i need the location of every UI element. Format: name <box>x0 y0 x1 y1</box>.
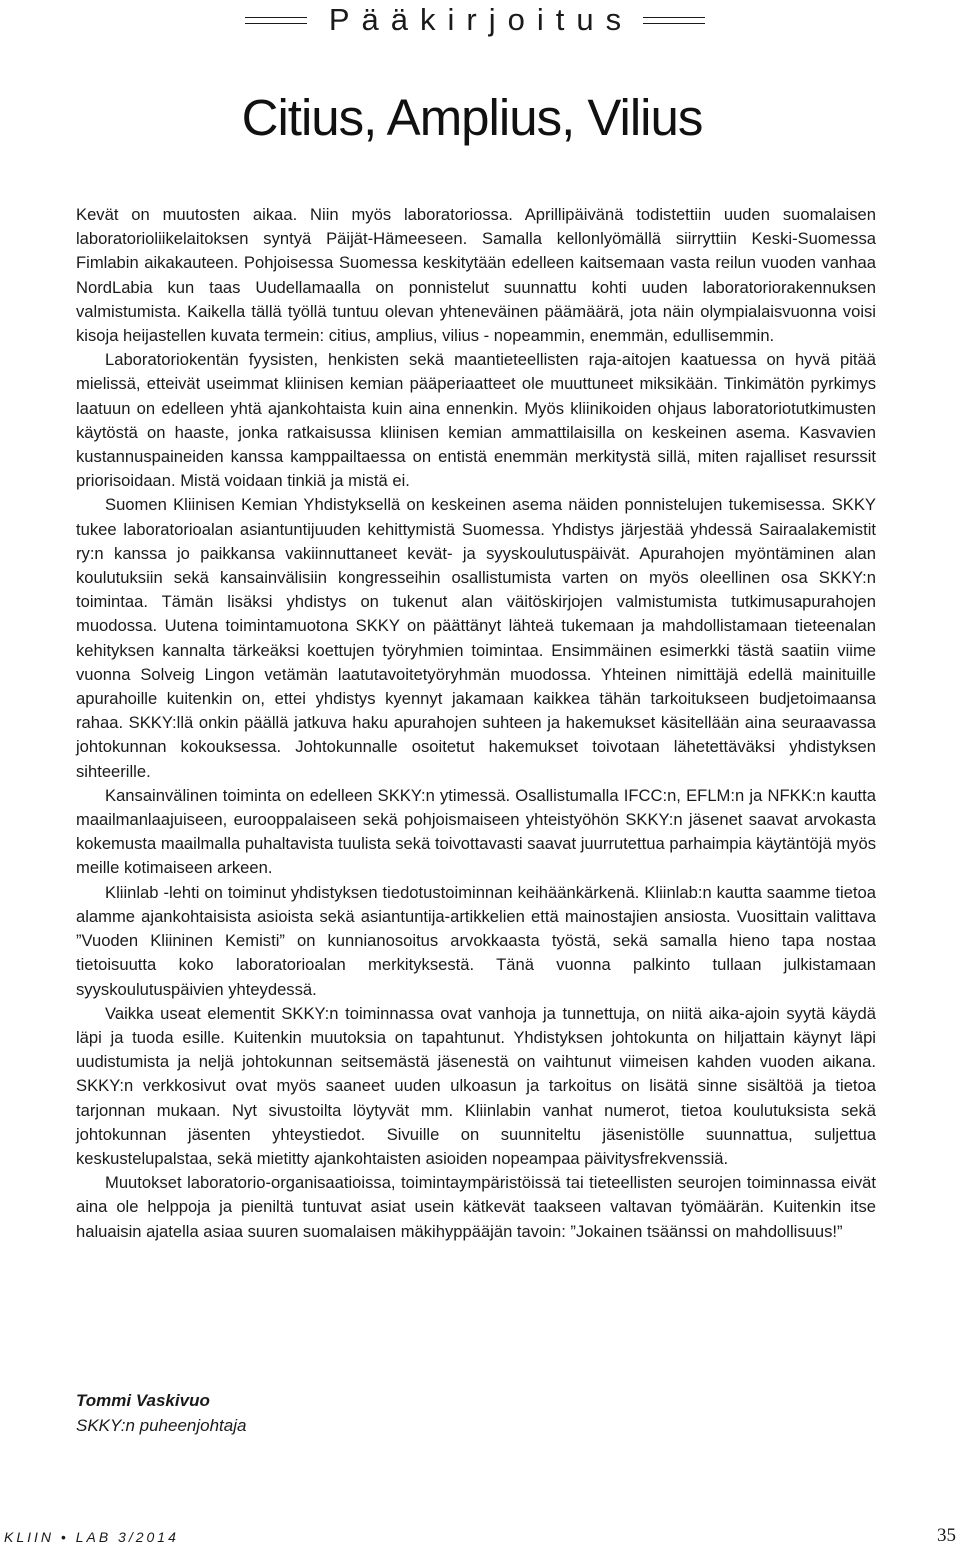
signature <box>76 1388 246 1438</box>
paragraph: Suomen Kliinisen Kemian Yhdistyksellä on keskeinen asema näiden ponnistelujen tukemisessa. SKKY tukee laboratorioalan asiantuntijuuden kehittymistä Suomessa. Yhdistys järjestää yhdessä Sairaalakemistit ry:n kanssa jo paikkansa vakiinnuttaneet kevät- ja syyskoulutuspäivät. Apurahojen myöntäminen alan koulutuksiin sekä kansainvälisiin kongresseihin osallistumista varten on myös oleellinen osa SKKY:n toimintaa. Tämän lisäksi yhdistys on tukenut alan väitöskirjojen valmistumista tutkimusapurahojen muodossa. Uutena toimintamuotona SKKY on päättänyt lähteä tukemaan ja mahdollistamaan tieteenalan kehityksen kannalta tärkeäksi koettujen työryhmien toimintaa. Ensimmäinen esimerkki tästä saatiin viime vuonna Solveig Lingon vetämän laatutavoitetyöryhmän muodossa. Yhteinen nimittäjä edellä mainituille apurahoille kuitenkin on, ettei yhdistys kyennyt jakamaan kaikkea tähän tarkoitukseen budjetoimaansa rahaa. SKKY:llä onkin päällä jatkuva haku apurahojen suhteen ja hakemukset käsitellään aina seuraavassa johtokunnan kokouksessa. Johtokunnalle osoitetut hakemukset toivotaan lähetettäväksi yhdistyksen sihteerille. <box>76 495 876 781</box>
page-number: 35 <box>937 1525 956 1546</box>
section-header <box>230 0 720 40</box>
article-title: Citius, Amplius, Vilius <box>241 89 703 146</box>
paragraph: Kliinlab -lehti on toiminut yhdistyksen tiedotustoiminnan keihäänkärkenä. Kliinlab:n kautta saamme tietoa alamme ajankohtaisista asioista sekä asiantuntija-artikkelien että mainostajien ansiosta. Vuosittain valittava ”Vuoden Kliininen Kemisti” on kunnianosoitus arvokkaasta työstä, sekä samalla hieno tapa nostaa tietoisuutta koko laboratorioalan merkityksestä. Tänä vuonna palkinto tullaan julkistamaan syyskoulutuspäivien yhteydessä. <box>76 882 876 999</box>
paragraph: Laboratoriokentän fyysisten, henkisten sekä maantieteellisten raja-aitojen kaatuessa on hyvä pitää mielissä, etteivät useimmat kliinisen kemian pääperiaatteet ole muuttuneet miksikään. Tinkimätön pyrkimys laatuun on edelleen yhtä ajankohtaista kuin aina ennenkin. Myös kliinikoiden ohjaus laboratoriotutkimusten käytöstä on haaste, jonka ratkaisussa kliinisen kemian ammattilaisilla on keskeinen asema. Kasvavien kustannuspaineiden kanssa kamppailtaessa on entistä enemmän merkitystä sillä, miten rajalliset resurssit priorisoidaan. Mistä voidaan tinkiä ja mistä ei. <box>76 350 876 491</box>
paragraph: Kansainvälinen toiminta on edelleen SKKY:n ytimessä. Osallistumalla IFCC:n, EFLM:n ja NFKK:n kautta maailmanlaajuiseen, eurooppalaiseen sekä pohjoismaiseen yhteistyöhön SKKY:n jäsenet saavat arvokasta kokemusta maailmalla puhaltavista tuulista sekä toivottavasti saavat juurrutettua parhaimpia käytäntöjä myös meille kotimaiseen arkeen. <box>76 785 876 878</box>
section-label: Pääkirjoitus <box>328 2 634 37</box>
header-rule-left <box>245 17 307 24</box>
article-body <box>76 203 876 1244</box>
author-role: SKKY:n puheenjohtaja <box>76 1416 247 1435</box>
header-rule-right <box>643 17 705 24</box>
author-name: Tommi Vaskivuo <box>76 1391 210 1410</box>
paragraph: Kevät on muutosten aikaa. Niin myös laboratoriossa. Aprillipäivänä todistettiin uuden suomalaisen laboratorioliikelaitoksen syntyä Päijät-Hämeeseen. Samalla kellonlyömällä siirryttiin Keski-Suomessa Fimlabin aikakauteen. Pohjoisessa Suomessa keskitytään edelleen kaitsemaan vasta reilun vuoden vanhaa NordLabia kun taas Uudellamaalla on ponnistelut suunnattu kohti uuden laboratoriorakennuksen valmistumista. Kaikella tällä työllä tuntuu olevan yhteneväinen päämäärä, jota näin olympialaisvuonna voisi kisoja heijastellen kuvata termein: citius, amplius, vilius - nopeammin, enemmän, edullisemmin. <box>76 205 876 346</box>
paragraph: Muutokset laboratorio-organisaatioissa, toimintaympäristöissä tai tieteellisten seurojen toiminnassa eivät aina ole helppoja ja pieniltä tuntuvat asiat usein kätkevät taakseen valtavan työmäärän. Kuitenkin itse haluaisin ajatella asiaa suuren suomalaisen mäkihyppääjän tavoin: ”Jokainen tsäänssi on mahdollisuus!” <box>76 1173 876 1241</box>
paragraph: Vaikka useat elementit SKKY:n toiminnassa ovat vanhoja ja tunnettuja, on niitä aika-ajoin syytä käydä läpi ja tuoda esille. Kuitenkin muutoksia on tapahtunut. Yhdistyksen johtokunta on hiljattain käynyt läpi uudistumista ja neljä johtokunnan seitsemästä jäsenestä on vaihtunut viimeisen kahden vuoden aikana. SKKY:n verkkosivut ovat myös saaneet uuden ulkoasun ja tarkoitus on lisätä sinne sisältöä ja tietoa tarjonnan mukaan. Nyt sivustoilta löytyvät mm. Kliinlabin vanhat numerot, tietoa koulutuksista sekä johtokunnan jäsenten yhteystiedot. Sivuille on suunniteltu jäsenistölle suunnattua, suljettua keskustelupalstaa, sekä mietitty ajankohtaisten asioiden nopeampaa päivitysfrekvenssiä. <box>76 1003 876 1168</box>
journal-footer: KLIIN • LAB 3/2014 <box>4 1529 179 1545</box>
